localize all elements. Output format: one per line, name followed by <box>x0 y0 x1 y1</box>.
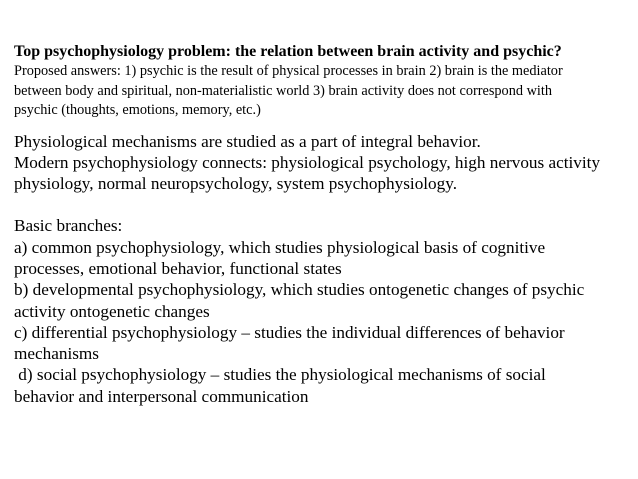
text-line: Modern psychophysiology connects: physiological psychology, high nervous activity <box>14 152 601 172</box>
text-line: processes, emotional behavior, functional states <box>14 258 342 278</box>
mechanisms-paragraph <box>14 131 630 195</box>
branches-title: Basic branches: <box>14 216 123 236</box>
spacer <box>14 121 630 131</box>
text-line: behavior and interpersonal communication <box>14 386 309 406</box>
text-line: between body and spiritual, non-materialistic world 3) brain activity does not correspond with <box>14 82 552 99</box>
text-line: c) differential psychophysiology – studies the individual differences of behavior <box>14 322 565 342</box>
spacer <box>14 194 630 215</box>
slide-content <box>14 42 630 407</box>
text-line: a) common psychophysiology, which studies physiological basis of cognitive <box>14 237 546 257</box>
text-line: Proposed answers: 1) psychic is the result of physical processes in brain 2) brain is the mediator <box>14 63 563 79</box>
text-line: Physiological mechanisms are studied as a part of integral behavior. <box>14 131 481 151</box>
branches-section <box>14 215 630 407</box>
slide-heading: Top psychophysiology problem: the relation between brain activity and psychic? <box>14 43 562 60</box>
text-line: activity ontogenetic changes <box>14 301 210 321</box>
text-line: d) social psychophysiology – studies the physiological mechanisms of social <box>14 365 546 385</box>
text-line: psychic (thoughts, emotions, memory, etc.) <box>14 102 261 118</box>
text-line: mechanisms <box>14 344 99 364</box>
text-line: b) developmental psychophysiology, which studies ontogenetic changes of psychic <box>14 280 585 300</box>
proposed-answers-text <box>14 62 630 121</box>
text-line: physiology, normal neuropsychology, system psychophysiology. <box>14 174 458 194</box>
